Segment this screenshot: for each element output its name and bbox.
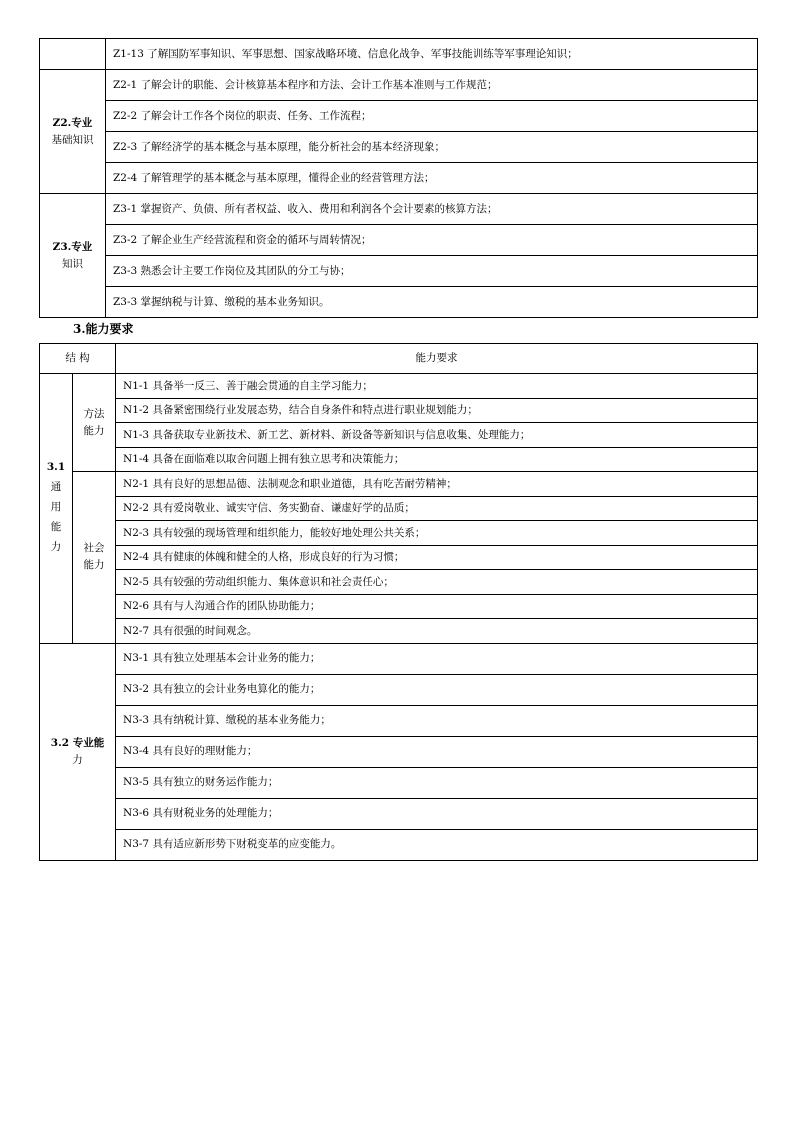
professional-label-line1: 3.2 专业能 (50, 736, 105, 749)
ability-item: N3-3 具有纳税计算、缴税的基本业务能力； (116, 705, 758, 736)
table-row (40, 287, 758, 318)
header-structure: 结 构 (40, 344, 116, 374)
knowledge-item: Z1-13 了解国防军事知识、军事思想、国家战略环境、信息化战争、军事技能训练等军事理论知识； (106, 39, 758, 70)
ability-item: N3-7 具有适应新形势下财税变革的应变能力。 (116, 829, 758, 860)
table-row (40, 594, 758, 619)
knowledge-item: Z3-1 掌握资产、负债、所有者权益、收入、费用和利润各个会计要素的核算方法； (106, 194, 758, 225)
ability-item: N3-4 具有良好的理财能力； (116, 736, 758, 767)
table-row (40, 101, 758, 132)
ability-item: N2-7 具有很强的时间观念。 (116, 619, 758, 644)
table-row (40, 225, 758, 256)
table-row (40, 398, 758, 423)
table-row (40, 447, 758, 472)
ability-item: N2-4 具有健康的体魄和健全的人格，形成良好的行为习惯； (116, 545, 758, 570)
ability-item: N3-5 具有独立的财务运作能力； (116, 767, 758, 798)
category-cell-z3 (40, 194, 106, 318)
section-heading: 3.能力要求 (73, 322, 134, 336)
method-label-line2: 能力 (83, 424, 105, 437)
table-row (40, 736, 758, 767)
knowledge-item: Z2-3 了解经济学的基本概念与基本原理，能分析社会的基本经济现象； (106, 132, 758, 163)
ability-item: N1-3 具备获取专业新技术、新工艺、新材料、新设备等新知识与信息收集、处理能力； (116, 423, 758, 448)
ability-table (39, 343, 758, 861)
table-row (40, 39, 758, 70)
knowledge-item: Z3-3 掌握纳税与计算、缴税的基本业务知识。 (106, 287, 758, 318)
table-row (40, 256, 758, 287)
table-row (40, 619, 758, 644)
table-row (40, 70, 758, 101)
ability-item: N1-4 具备在面临难以取舍问题上拥有独立思考和决策能力； (116, 447, 758, 472)
table-row (40, 163, 758, 194)
table-row (40, 472, 758, 497)
ability-item: N3-2 具有独立的会计业务电算化的能力； (116, 674, 758, 705)
knowledge-item: Z2-2 了解会计工作各个岗位的职责、任务、工作流程； (106, 101, 758, 132)
ability-item: N2-3 具有较强的现场管理和组织能力，能较好地处理公共关系； (116, 521, 758, 546)
ability-item: N3-1 具有独立处理基本会计业务的能力； (116, 643, 758, 674)
general-ability-char: 力 (50, 541, 62, 554)
knowledge-table (39, 38, 758, 318)
social-ability-label (73, 472, 116, 644)
method-ability-label (73, 374, 116, 472)
general-ability-char: 能 (50, 521, 62, 534)
category-label-line1: Z2.专业 (52, 116, 93, 129)
method-label-line1: 方法 (83, 407, 105, 420)
ability-item: N2-1 具有良好的思想品德、法制观念和职业道德，具有吃苦耐劳精神； (116, 472, 758, 497)
ability-item: N2-6 具有与人沟通合作的团队协助能力； (116, 594, 758, 619)
table-row (40, 521, 758, 546)
category-label-line1: Z3.专业 (52, 240, 93, 253)
header-requirement: 能力要求 (116, 344, 758, 374)
table-row (40, 194, 758, 225)
table-row (40, 643, 758, 674)
table-row (40, 829, 758, 860)
general-ability-number: 3.1 (46, 461, 66, 474)
ability-item: N2-5 具有较强的劳动组织能力、集体意识和社会责任心； (116, 570, 758, 595)
table-row (40, 132, 758, 163)
table-header-row (40, 344, 758, 374)
table-row (40, 570, 758, 595)
professional-ability-label (40, 643, 116, 860)
table-row (40, 705, 758, 736)
professional-label-line2: 力 (72, 753, 83, 766)
knowledge-item: Z2-1 了解会计的职能、会计核算基本程序和方法、会计工作基本准则与工作规范； (106, 70, 758, 101)
ability-item: N3-6 具有财税业务的处理能力； (116, 798, 758, 829)
table-row (40, 496, 758, 521)
social-label-line1: 社会 (83, 542, 105, 555)
category-label-line2: 知识 (62, 257, 83, 270)
table-row (40, 545, 758, 570)
table-row (40, 798, 758, 829)
category-cell-z2 (40, 70, 106, 194)
table-row (40, 423, 758, 448)
ability-item: N2-2 具有爱岗敬业、诚实守信、务实勤奋、谦虚好学的品质； (116, 496, 758, 521)
general-ability-label (40, 374, 73, 644)
category-cell (40, 39, 106, 70)
category-label-line2: 基础知识 (51, 133, 94, 146)
social-label-line2: 能力 (83, 559, 105, 572)
table-row (40, 374, 758, 399)
knowledge-item: Z3-3 熟悉会计主要工作岗位及其团队的分工与协； (106, 256, 758, 287)
ability-item: N1-2 具备紧密围绕行业发展态势，结合自身条件和特点进行职业规划能力； (116, 398, 758, 423)
general-ability-char: 通 (50, 481, 62, 494)
table-row (40, 674, 758, 705)
ability-item: N1-1 具备举一反三、善于融会贯通的自主学习能力； (116, 374, 758, 399)
knowledge-item: Z2-4 了解管理学的基本概念与基本原理，懂得企业的经营管理方法； (106, 163, 758, 194)
knowledge-item: Z3-2 了解企业生产经营流程和资金的循环与周转情况； (106, 225, 758, 256)
general-ability-char: 用 (50, 501, 62, 514)
table-row (40, 767, 758, 798)
